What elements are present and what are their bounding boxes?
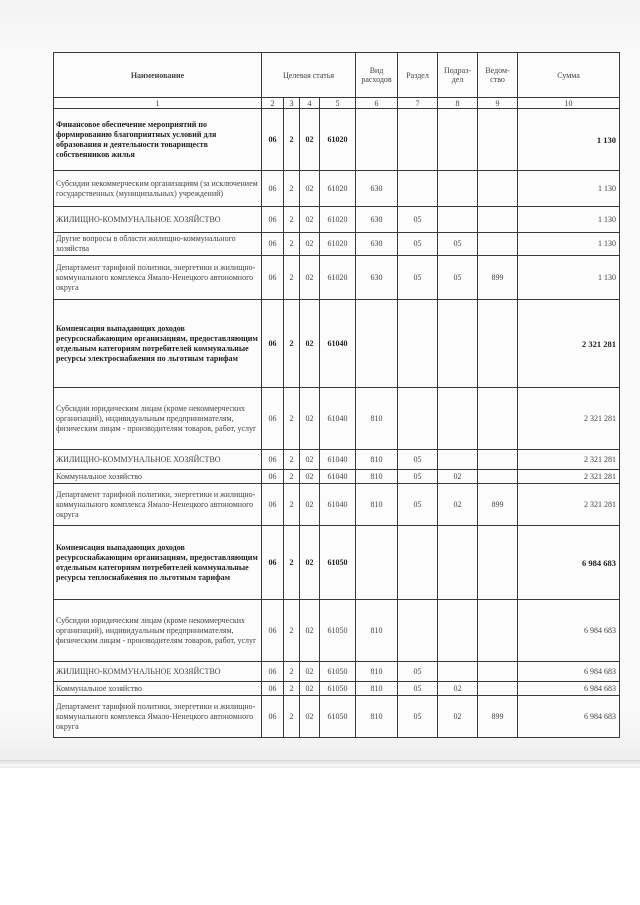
row-code-c2: 06 (262, 470, 284, 484)
column-number: 1 (54, 98, 262, 109)
row-code-c4: 02 (300, 256, 320, 300)
row-name: ЖИЛИЩНО-КОММУНАЛЬНОЕ ХОЗЯЙСТВО (54, 207, 262, 233)
row-code-c6: 810 (356, 600, 398, 662)
row-code-c8 (438, 600, 478, 662)
row-code-c6: 810 (356, 470, 398, 484)
row-name: Субсидии некоммерческим организациям (за исключением государственных (муниципальных) учреждений) (54, 171, 262, 207)
row-code-c9 (478, 662, 518, 682)
row-name: ЖИЛИЩНО-КОММУНАЛЬНОЕ ХОЗЯЙСТВО (54, 662, 262, 682)
column-number: 7 (398, 98, 438, 109)
row-sum: 2 321 281 (518, 484, 620, 526)
row-code-c7 (398, 300, 438, 388)
table-row (54, 600, 620, 662)
row-code-c6: 810 (356, 388, 398, 450)
row-code-c8: 02 (438, 484, 478, 526)
row-code-c4: 02 (300, 450, 320, 470)
row-code-c8: 02 (438, 682, 478, 696)
row-code-c3: 2 (284, 207, 300, 233)
row-code-c7 (398, 526, 438, 600)
row-code-c9 (478, 388, 518, 450)
column-number: 3 (284, 98, 300, 109)
row-code-c8 (438, 171, 478, 207)
row-code-c4: 02 (300, 600, 320, 662)
row-name: Коммунальное хозяйство (54, 682, 262, 696)
row-code-c6: 810 (356, 696, 398, 738)
table-row (54, 450, 620, 470)
row-name: Субсидии юридическим лицам (кроме некоммерческих организаций), индивидуальным предпринимателям, физическим лицам - производителям товаров, работ, услуг (54, 600, 262, 662)
row-code-c5: 61040 (320, 450, 356, 470)
row-code-c4: 02 (300, 388, 320, 450)
table-row (54, 682, 620, 696)
row-code-c5: 61040 (320, 300, 356, 388)
row-code-c9 (478, 233, 518, 256)
row-code-c9 (478, 450, 518, 470)
row-code-c6 (356, 300, 398, 388)
row-name: Компенсация выпадающих доходов ресурсоснабжающим организациям, предоставляющим отдельным категориям потребителей коммунальные ресурсы теплоснабжения по льготным тарифам (54, 526, 262, 600)
row-sum: 1 130 (518, 256, 620, 300)
row-code-c4: 02 (300, 470, 320, 484)
row-code-c4: 02 (300, 696, 320, 738)
row-code-c6: 630 (356, 207, 398, 233)
row-sum: 6 984 683 (518, 526, 620, 600)
row-code-c3: 2 (284, 470, 300, 484)
table-row (54, 171, 620, 207)
row-code-c4: 02 (300, 662, 320, 682)
row-name: Департамент тарифной политики, энергетики и жилищно-коммунального комплекса Ямало-Ненецкого автономного округа (54, 256, 262, 300)
row-code-c2: 06 (262, 109, 284, 171)
column-number: 8 (438, 98, 478, 109)
row-code-c3: 2 (284, 233, 300, 256)
row-code-c9 (478, 109, 518, 171)
row-code-c5: 61020 (320, 207, 356, 233)
row-code-c8 (438, 526, 478, 600)
header-row (54, 53, 620, 98)
row-code-c6: 630 (356, 171, 398, 207)
row-code-c5: 61040 (320, 470, 356, 484)
row-code-c2: 06 (262, 300, 284, 388)
row-code-c2: 06 (262, 682, 284, 696)
row-code-c8: 02 (438, 696, 478, 738)
row-code-c7: 05 (398, 470, 438, 484)
row-code-c9 (478, 470, 518, 484)
row-code-c7 (398, 109, 438, 171)
row-code-c5: 61050 (320, 526, 356, 600)
column-number: 10 (518, 98, 620, 109)
row-sum: 6 984 683 (518, 682, 620, 696)
row-code-c8 (438, 207, 478, 233)
row-code-c4: 02 (300, 682, 320, 696)
row-code-c3: 2 (284, 526, 300, 600)
row-name: Другие вопросы в области жилищно-коммунального хозяйства (54, 233, 262, 256)
row-code-c8: 02 (438, 470, 478, 484)
row-code-c3: 2 (284, 662, 300, 682)
row-code-c7: 05 (398, 662, 438, 682)
row-code-c9 (478, 600, 518, 662)
row-code-c7 (398, 171, 438, 207)
row-name: ЖИЛИЩНО-КОММУНАЛЬНОЕ ХОЗЯЙСТВО (54, 450, 262, 470)
table-row (54, 256, 620, 300)
row-code-c9: 899 (478, 256, 518, 300)
row-code-c2: 06 (262, 600, 284, 662)
scan-bottom-edge (0, 760, 640, 766)
row-code-c5: 61020 (320, 256, 356, 300)
header-subsection: Подраз-дел (438, 53, 478, 98)
row-code-c8 (438, 300, 478, 388)
row-sum: 6 984 683 (518, 696, 620, 738)
row-code-c4: 02 (300, 300, 320, 388)
row-code-c3: 2 (284, 600, 300, 662)
row-code-c9 (478, 526, 518, 600)
row-sum: 6 984 683 (518, 600, 620, 662)
row-code-c6: 810 (356, 450, 398, 470)
row-code-c7: 05 (398, 696, 438, 738)
row-name: Департамент тарифной политики, энергетики и жилищно-коммунального комплекса Ямало-Ненецкого автономного округа (54, 484, 262, 526)
row-code-c3: 2 (284, 109, 300, 171)
row-code-c7: 05 (398, 682, 438, 696)
row-code-c3: 2 (284, 682, 300, 696)
row-code-c9: 899 (478, 696, 518, 738)
table-row (54, 484, 620, 526)
row-code-c6: 810 (356, 682, 398, 696)
row-code-c2: 06 (262, 256, 284, 300)
row-code-c3: 2 (284, 388, 300, 450)
header-target: Целевая статья (262, 53, 356, 98)
row-code-c2: 06 (262, 171, 284, 207)
header-department: Ведом-ство (478, 53, 518, 98)
row-code-c9: 899 (478, 484, 518, 526)
row-code-c2: 06 (262, 450, 284, 470)
header-section: Раздел (398, 53, 438, 98)
row-code-c2: 06 (262, 526, 284, 600)
row-sum: 2 321 281 (518, 388, 620, 450)
column-number: 2 (262, 98, 284, 109)
row-code-c2: 06 (262, 662, 284, 682)
table-row (54, 109, 620, 171)
row-code-c9 (478, 682, 518, 696)
budget-table (53, 52, 620, 738)
row-sum: 1 130 (518, 207, 620, 233)
row-code-c3: 2 (284, 171, 300, 207)
table-row (54, 696, 620, 738)
row-code-c3: 2 (284, 450, 300, 470)
row-code-c7: 05 (398, 256, 438, 300)
row-code-c6 (356, 526, 398, 600)
row-name: Финансовое обеспечение мероприятий по формированию благоприятных условий для образования и деятельности товариществ собственников жилья (54, 109, 262, 171)
table-row (54, 233, 620, 256)
row-sum: 2 321 281 (518, 470, 620, 484)
row-code-c4: 02 (300, 207, 320, 233)
row-code-c5: 61050 (320, 600, 356, 662)
row-name: Компенсация выпадающих доходов ресурсоснабжающим организациям, предоставляющим отдельным категориям потребителей коммунальные ресурсы электроснабжения по льготным тарифам (54, 300, 262, 388)
row-code-c7: 05 (398, 450, 438, 470)
table-row (54, 470, 620, 484)
row-code-c7 (398, 388, 438, 450)
row-code-c8 (438, 388, 478, 450)
row-code-c6 (356, 109, 398, 171)
row-name: Субсидии юридическим лицам (кроме некоммерческих организаций), индивидуальным предпринимателям, физическим лицам - производителям товаров, работ, услуг (54, 388, 262, 450)
column-number-row (54, 98, 620, 109)
header-name: Наименование (54, 53, 262, 98)
row-name: Коммунальное хозяйство (54, 470, 262, 484)
row-code-c6: 810 (356, 484, 398, 526)
row-code-c3: 2 (284, 484, 300, 526)
row-code-c2: 06 (262, 484, 284, 526)
row-code-c2: 06 (262, 207, 284, 233)
row-code-c8 (438, 662, 478, 682)
row-code-c4: 02 (300, 171, 320, 207)
column-number: 9 (478, 98, 518, 109)
row-code-c2: 06 (262, 388, 284, 450)
table-row (54, 662, 620, 682)
row-code-c7 (398, 600, 438, 662)
row-code-c5: 61020 (320, 233, 356, 256)
row-code-c5: 61050 (320, 682, 356, 696)
header-expense-type: Вид расходов (356, 53, 398, 98)
row-code-c3: 2 (284, 300, 300, 388)
row-code-c4: 02 (300, 233, 320, 256)
row-code-c5: 61050 (320, 662, 356, 682)
row-code-c5: 61020 (320, 109, 356, 171)
table-row (54, 526, 620, 600)
row-sum: 2 321 281 (518, 450, 620, 470)
row-code-c8 (438, 450, 478, 470)
row-code-c2: 06 (262, 696, 284, 738)
row-code-c5: 61050 (320, 696, 356, 738)
row-code-c2: 06 (262, 233, 284, 256)
table-row (54, 388, 620, 450)
row-code-c6: 810 (356, 662, 398, 682)
column-number: 6 (356, 98, 398, 109)
row-code-c5: 61040 (320, 484, 356, 526)
row-sum: 1 130 (518, 171, 620, 207)
row-code-c8: 05 (438, 233, 478, 256)
row-code-c9 (478, 207, 518, 233)
row-code-c3: 2 (284, 256, 300, 300)
row-code-c6: 630 (356, 233, 398, 256)
row-sum: 1 130 (518, 233, 620, 256)
table-row (54, 300, 620, 388)
row-code-c5: 61040 (320, 388, 356, 450)
row-sum: 2 321 281 (518, 300, 620, 388)
row-code-c8: 05 (438, 256, 478, 300)
table-body (54, 109, 620, 738)
row-code-c4: 02 (300, 484, 320, 526)
row-code-c6: 630 (356, 256, 398, 300)
table-row (54, 207, 620, 233)
header-sum: Сумма (518, 53, 620, 98)
row-code-c4: 02 (300, 526, 320, 600)
row-code-c9 (478, 300, 518, 388)
row-code-c5: 61020 (320, 171, 356, 207)
row-name: Департамент тарифной политики, энергетики и жилищно-коммунального комплекса Ямало-Ненецкого автономного округа (54, 696, 262, 738)
column-number: 4 (300, 98, 320, 109)
row-sum: 6 984 683 (518, 662, 620, 682)
row-code-c3: 2 (284, 696, 300, 738)
column-number: 5 (320, 98, 356, 109)
row-code-c9 (478, 171, 518, 207)
row-code-c7: 05 (398, 233, 438, 256)
row-sum: 1 130 (518, 109, 620, 171)
row-code-c8 (438, 109, 478, 171)
row-code-c7: 05 (398, 484, 438, 526)
row-code-c7: 05 (398, 207, 438, 233)
row-code-c4: 02 (300, 109, 320, 171)
